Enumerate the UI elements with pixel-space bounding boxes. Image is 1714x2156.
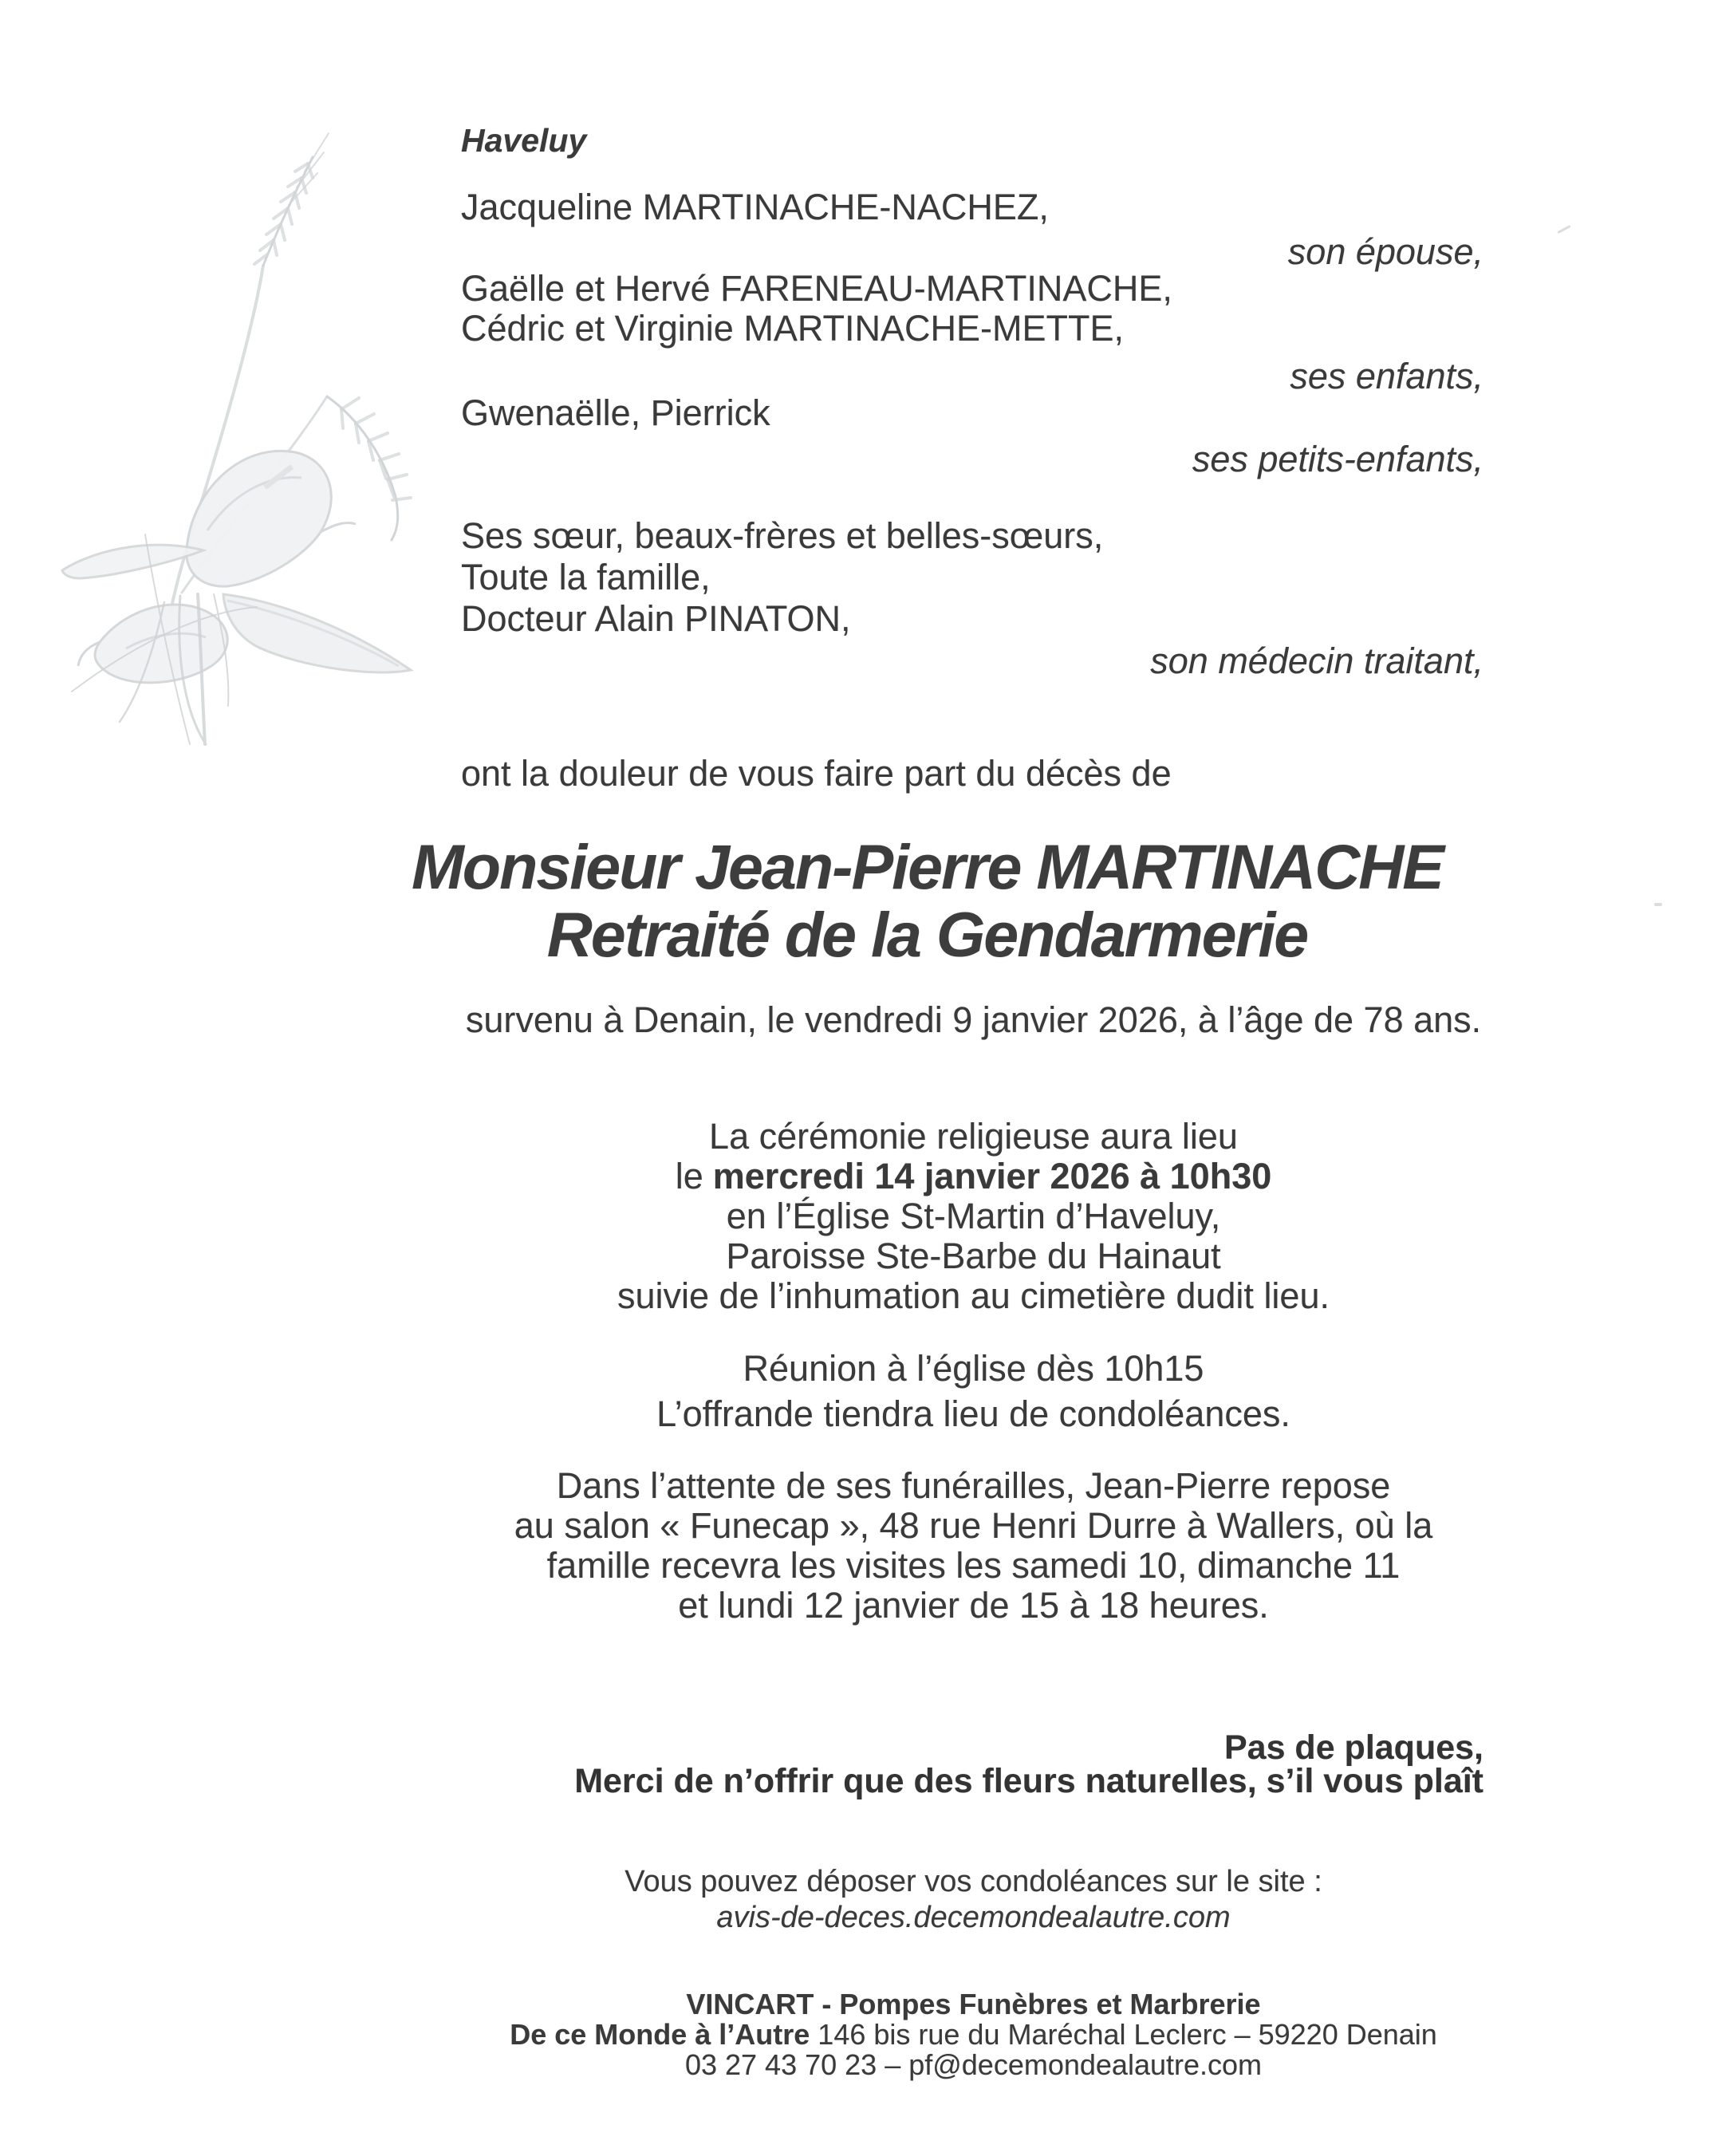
scan-speck [1654, 903, 1662, 906]
ceremony-burial: suivie de l’inhumation au cimetière dudit lieu. [617, 1275, 1330, 1316]
ceremony-date-prefix: le [675, 1156, 703, 1196]
deceased-name: Monsieur Jean-Pierre MARTINACHE [412, 831, 1443, 902]
spouse-relation: son épouse, [1287, 231, 1483, 272]
family-line-3: Docteur Alain PINATON, [461, 598, 851, 639]
funeral-home-brand: De ce Monde à l’Autre [510, 2018, 810, 2051]
calla-lily-wheat-sketch [24, 84, 423, 746]
funeral-home-address-line [461, 2018, 1486, 2051]
children-names-2: Cédric et Virginie MARTINACHE-METTE, [461, 308, 1125, 349]
ceremony-church: en l’Église St-Martin d’Haveluy, [726, 1196, 1221, 1236]
visitation-line-2: au salon « Funecap », 48 rue Henri Durre à Wallers, où la [514, 1505, 1433, 1546]
funeral-home-name: VINCART - Pompes Funèbres et Marbrerie [686, 1988, 1261, 2020]
grandchildren-names: Gwenaëlle, Pierrick [461, 392, 770, 433]
flowers-line-1: Pas de plaques, [1223, 1728, 1483, 1767]
scan-speck [1557, 225, 1570, 234]
condolences-website: avis-de-deces.decemondealautre.com [716, 1901, 1231, 1934]
ceremony-parish: Paroisse Ste-Barbe du Hainaut [726, 1236, 1221, 1276]
town-label: Haveluy [461, 122, 587, 159]
family-line-1: Ses sœur, beaux-frères et belles-sœurs, [461, 515, 1104, 556]
condolences-intro: Vous pouvez déposer vos condoléances sur le site : [625, 1865, 1322, 1898]
ceremony-date: mercredi 14 janvier 2026 à 10h30 [712, 1156, 1272, 1196]
visitation-line-4: et lundi 12 janvier de 15 à 18 heures. [678, 1585, 1269, 1626]
visitation-line-1: Dans l’attente de ses funérailles, Jean-Pierre repose [556, 1465, 1391, 1506]
announcement-line: ont la douleur de vous faire part du décès de [461, 753, 1172, 794]
children-relation: ses enfants, [1290, 356, 1483, 396]
death-info-line: survenu à Denain, le vendredi 9 janvier 2026, à l’âge de 78 ans. [465, 999, 1482, 1040]
ceremony-intro: La cérémonie religieuse aura lieu [709, 1116, 1238, 1157]
visitation-line-3: famille recevra les visites les samedi 10, dimanche 11 [546, 1545, 1401, 1586]
spouse-name: Jacqueline MARTINACHE-NACHEZ, [461, 187, 1049, 227]
children-names-1: Gaëlle et Hervé FARENEAU-MARTINACHE, [461, 268, 1172, 309]
funeral-home-address: 146 bis rue du Maréchal Leclerc – 59220 Denain [818, 2018, 1437, 2051]
funeral-home-contact: 03 27 43 70 23 – pf@decemondealautre.com [684, 2048, 1263, 2081]
grandchildren-relation: ses petits-enfants, [1192, 439, 1483, 479]
family-line-2: Toute la famille, [461, 557, 711, 597]
gathering-line-1: Réunion à l’église dès 10h15 [743, 1348, 1204, 1389]
flowers-line-2: Merci de n’offrir que des fleurs naturelles, s’il vous plaît [574, 1762, 1483, 1800]
ceremony-date-line [461, 1156, 1486, 1197]
gathering-line-2: L’offrande tiendra lieu de condoléances. [656, 1393, 1290, 1434]
deceased-title: Retraité de la Gendarmerie [546, 899, 1308, 970]
doctor-relation: son médecin traitant, [1150, 640, 1483, 681]
